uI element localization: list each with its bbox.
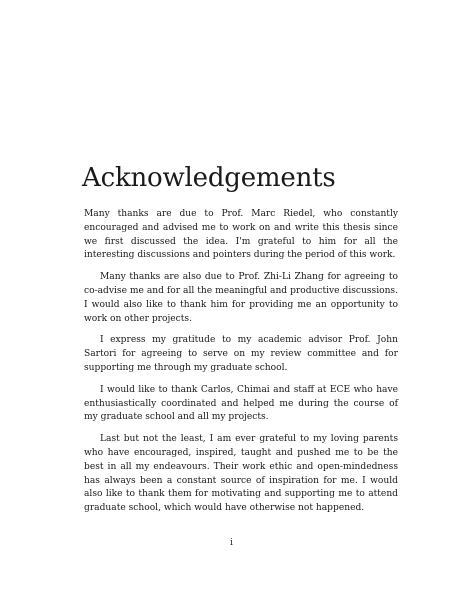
- paragraph-2: Many thanks are also due to Prof. Zhi-Li Zhang for agreeing to co-advise me and for all the meaningful and productive discussions. I would also like to thank him for providing me an opportunity to work on other projects.: [84, 272, 398, 324]
- page-number: i: [230, 538, 233, 548]
- acknowledgements-body: [84, 208, 398, 524]
- paragraph-3: I express my gratitude to my academic advisor Prof. John Sartori for agreeing to serve on my review committee and for supporting me through my graduate school.: [84, 335, 398, 373]
- paragraph-1: Many thanks are due to Prof. Marc Riedel, who constantly encouraged and advised me to work on and write this thesis since we first discussed the idea. I'm grateful to him for all the interesting discussions and pointers during the period of this work.: [84, 209, 398, 261]
- paragraph-4: I would like to thank Carlos, Chimai and staff at ECE who have enthusiastically coordinated and helped me during the course of my graduate school and all my projects.: [84, 384, 398, 423]
- paragraph-5: Last but not the least, I am ever grateful to my loving parents who have encouraged, inspired, taught and pushed me to be the best in all my endeavours. Their work ethic and open-mindedness has always been a constant source of inspiration for me. I would also like to thank them for motivating and supporting me to attend graduate school, which would have otherwise not happened.: [84, 434, 398, 514]
- page-title: Acknowledgements: [82, 163, 336, 194]
